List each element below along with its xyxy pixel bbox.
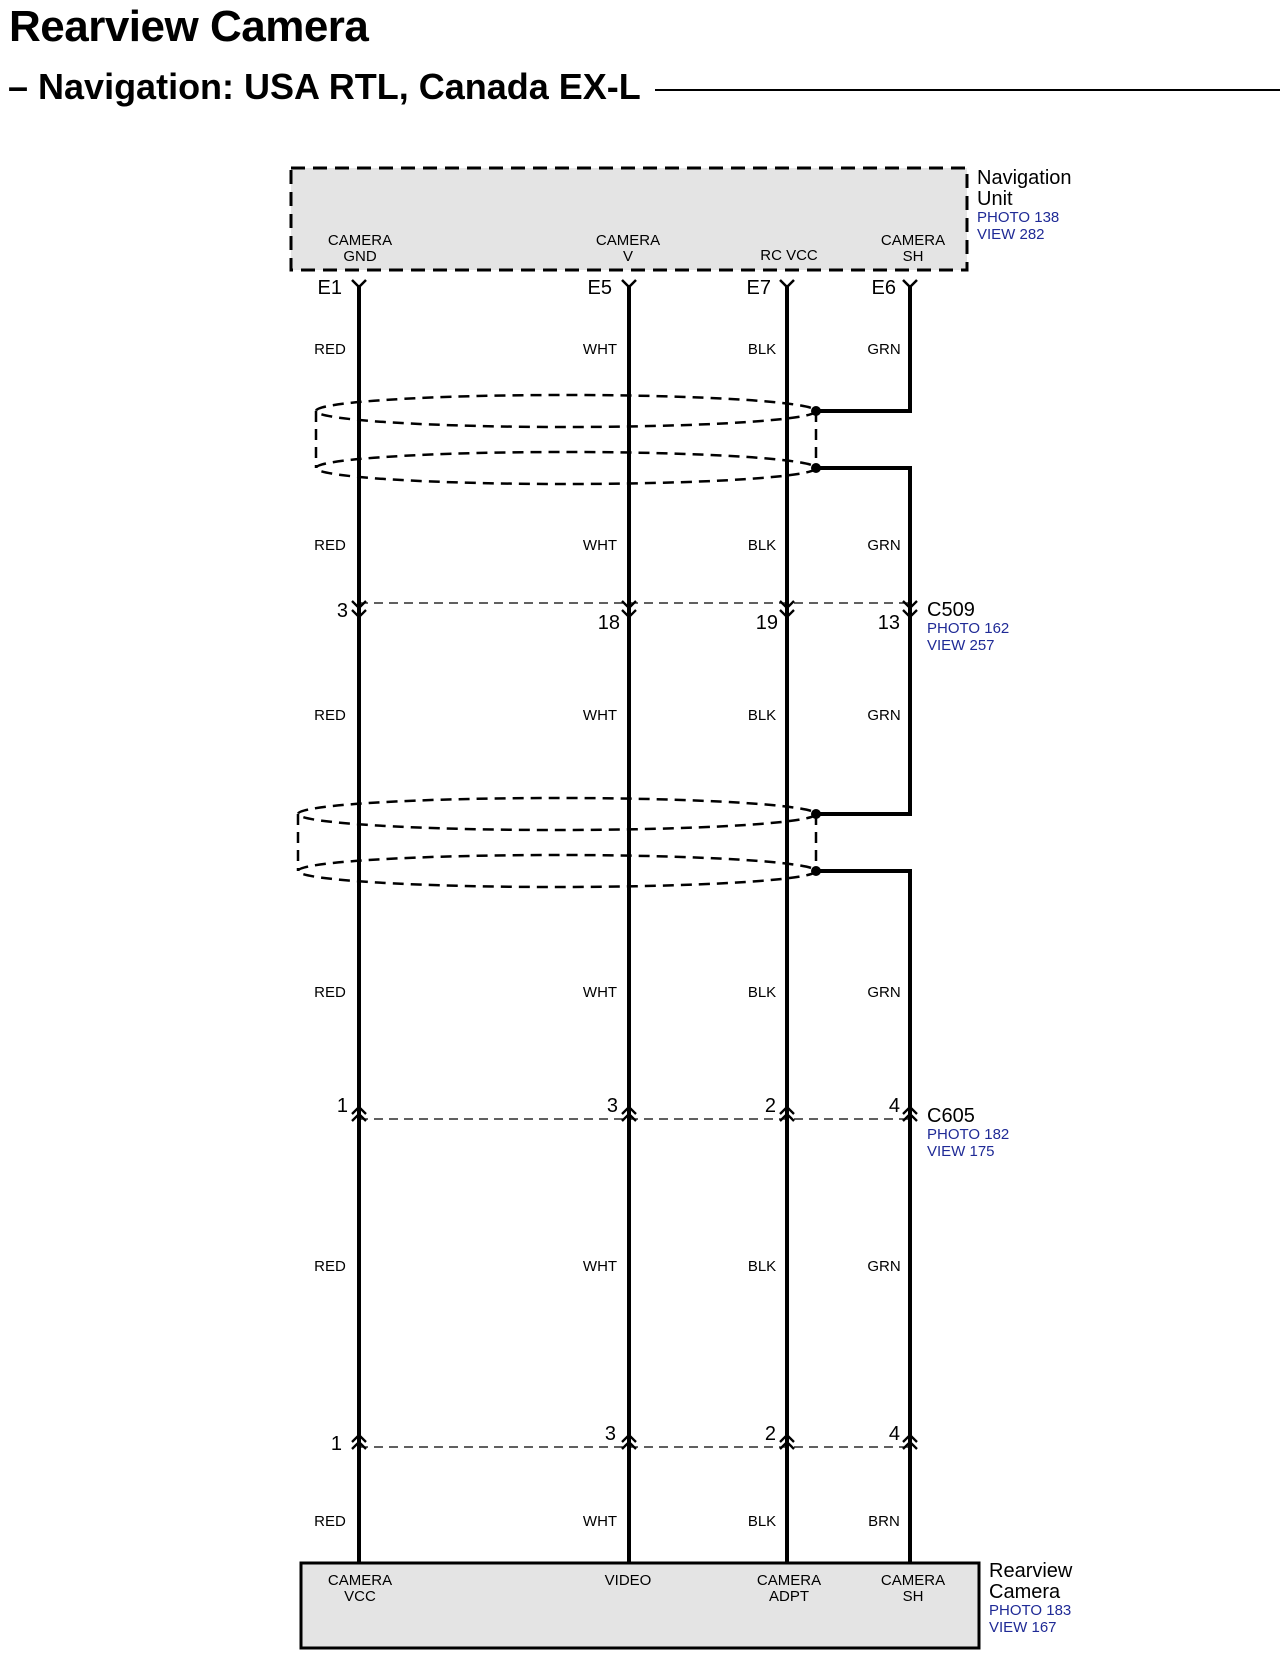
color-label: RED (314, 1258, 346, 1275)
camera-terminal-label: CAMERA (756, 1572, 822, 1589)
color-label: BLK (747, 341, 777, 358)
color-label: RED (314, 341, 346, 358)
c605-photo-link[interactable]: PHOTO 182 (927, 1126, 1010, 1143)
page-title: Rearview Camera (9, 2, 369, 51)
c605-pin: 2 (764, 1095, 776, 1117)
color-label: WHT (582, 1258, 618, 1275)
c509-pin: 13 (877, 612, 900, 634)
page-subtitle: – Navigation: USA RTL, Canada EX-L (8, 66, 655, 108)
color-label: BRN (868, 1513, 900, 1530)
color-label: BLK (747, 1258, 777, 1275)
lower-cable-shield (298, 798, 821, 887)
pin-e1: E1 (317, 277, 342, 299)
nav-terminal-label-e7: RC VCC (760, 247, 818, 264)
upper-cable-shield (316, 395, 821, 484)
c509-pin: 19 (755, 612, 778, 634)
pin-e7: E7 (746, 277, 771, 299)
color-label: BLK (747, 1513, 777, 1530)
nav-terminal-label-e5-l2: V (622, 248, 634, 265)
color-label: WHT (582, 341, 618, 358)
c605-pin: 1 (336, 1095, 348, 1117)
c605-view-link[interactable]: VIEW 175 (927, 1143, 995, 1160)
color-label: RED (314, 707, 346, 724)
color-label: BLK (747, 707, 777, 724)
c509-view-link[interactable]: VIEW 257 (927, 637, 995, 654)
nav-terminal-label-e5-l1: CAMERA (595, 232, 661, 249)
c509-name: C509 (927, 599, 975, 621)
nav-terminal-symbols (352, 280, 917, 287)
connector-camera-side[interactable] (331, 1423, 917, 1455)
color-label: RED (314, 537, 346, 554)
nav-unit-photo-link[interactable]: PHOTO 138 (977, 209, 1060, 226)
color-label: GRN (867, 537, 901, 554)
color-label: GRN (867, 707, 901, 724)
camera-terminal-label: ADPT (768, 1588, 810, 1605)
rear-camera-photo-link[interactable]: PHOTO 183 (989, 1602, 1072, 1619)
camera-terminal-label: VCC (344, 1588, 376, 1605)
nav-unit-view-link[interactable]: VIEW 282 (977, 226, 1045, 243)
color-label: WHT (582, 1513, 618, 1530)
color-label: RED (314, 984, 346, 1001)
c605-pin: 3 (606, 1095, 618, 1117)
camera-terminal-label: CAMERA (327, 1572, 393, 1589)
color-label: WHT (582, 707, 618, 724)
rear-camera-name-line2: Camera (989, 1581, 1061, 1603)
color-label: RED (314, 1513, 346, 1530)
color-label: GRN (867, 341, 901, 358)
navigation-unit[interactable] (291, 168, 967, 270)
c605-pin: 4 (888, 1095, 900, 1117)
color-label: WHT (582, 537, 618, 554)
wire-color-labels (314, 341, 901, 1530)
camera-conn-pin: 1 (330, 1433, 342, 1455)
c605-name: C605 (927, 1105, 975, 1127)
rear-camera-name-line1: Rearview (989, 1560, 1073, 1582)
color-label: GRN (867, 1258, 901, 1275)
camera-terminal-label: SH (902, 1588, 924, 1605)
pin-e6: E6 (871, 277, 896, 299)
connector-c509[interactable] (337, 600, 917, 634)
camera-terminal-label: VIDEO (604, 1572, 652, 1589)
c509-pin: 18 (597, 612, 620, 634)
color-label: BLK (747, 537, 777, 554)
nav-terminal-label-e1-l2: GND (343, 248, 377, 265)
wire-shield-route[interactable] (818, 285, 910, 1563)
camera-conn-pin: 2 (764, 1423, 776, 1445)
nav-terminal-label-e1-l1: CAMERA (327, 232, 393, 249)
camera-terminal-label: CAMERA (880, 1572, 946, 1589)
pin-e5: E5 (587, 277, 612, 299)
color-label: BLK (747, 984, 777, 1001)
color-label: WHT (582, 984, 618, 1001)
camera-conn-pin: 3 (604, 1423, 616, 1445)
nav-unit-name-line2: Unit (977, 188, 1013, 210)
nav-unit-name-line1: Navigation (977, 167, 1072, 189)
nav-terminal-label-e6-l1: CAMERA (880, 232, 946, 249)
connector-c605[interactable] (337, 1095, 917, 1121)
c509-pin: 3 (336, 600, 348, 622)
camera-conn-pin: 4 (888, 1423, 900, 1445)
c509-photo-link[interactable]: PHOTO 162 (927, 620, 1010, 637)
nav-terminal-label-e6-l2: SH (902, 248, 924, 265)
color-label: GRN (867, 984, 901, 1001)
rearview-camera[interactable] (301, 1563, 979, 1648)
rear-camera-view-link[interactable]: VIEW 167 (989, 1619, 1057, 1636)
